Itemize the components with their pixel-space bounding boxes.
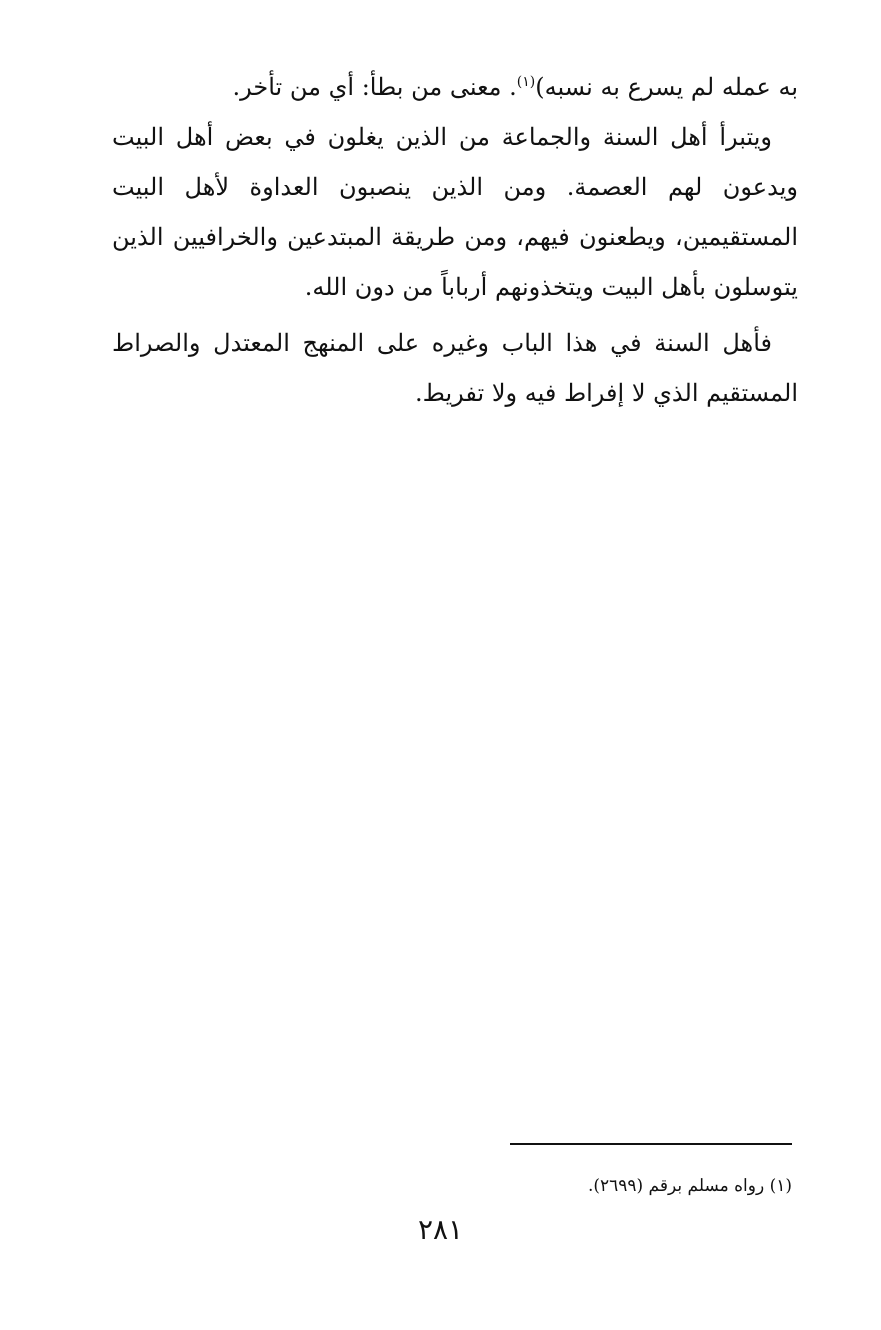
paragraph-1: [112, 62, 798, 112]
paragraph-2: ويتبرأ أهل السنة والجماعة من الذين يغلون في بعض أهل البيت ويدعون لهم العصمة. ومن الذين ينصبون العداوة لأهل البيت المستقيمين، ويطعنون فيهم، ومن طريقة المبتدعين والخرافيين الذين يتوسلون بأهل البيت ويتخذونهم أرباباً من دون الله.: [112, 123, 798, 301]
page-number: ٢٨١: [417, 1213, 464, 1246]
footnote-divider: [510, 1143, 792, 1145]
paragraph-3: فأهل السنة في هذا الباب وغيره على المنهج المعتدل والصراط المستقيم الذي لا إفراط فيه ولا تفريط.: [112, 329, 798, 407]
main-text: [112, 62, 798, 418]
paragraph-1-tail: . معنى من بطأ: أي من تأخر.: [232, 73, 517, 101]
footnote-reference: (١): [516, 74, 536, 90]
footnote: (١) رواه مسلم برقم (٢٦٩٩).: [587, 1176, 792, 1196]
paragraph-1-text: به عمله لم يسرع به نسبه): [535, 73, 798, 101]
